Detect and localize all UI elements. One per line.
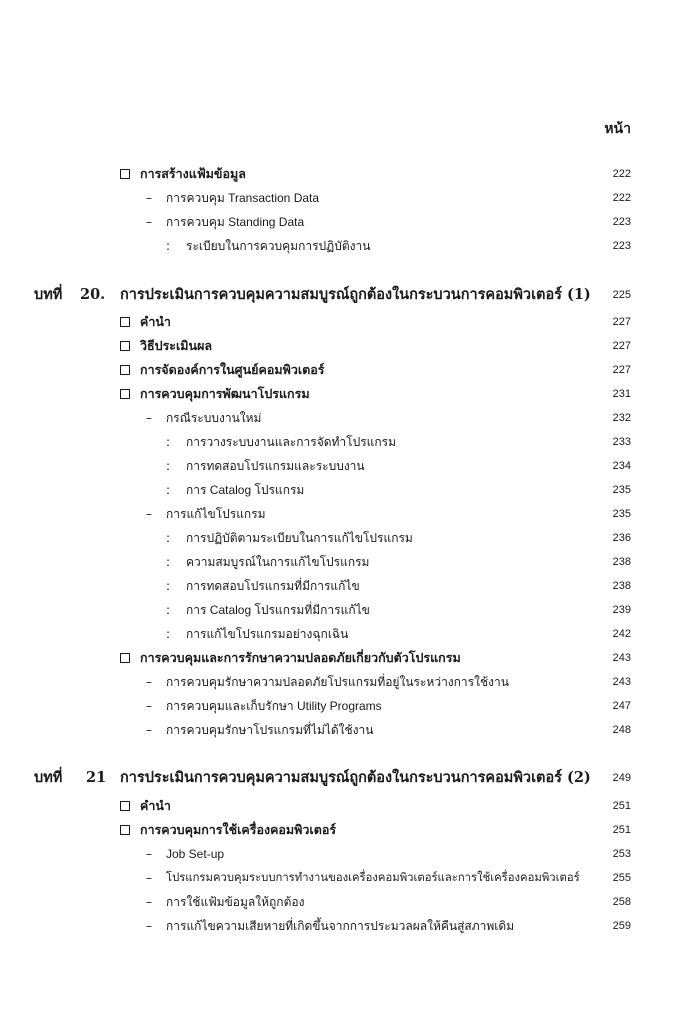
entry-text: การแก้ไขความเสียหายที่เกิดขึ้นจากการประมวลผลให้คืนสู่สภาพเดิม xyxy=(166,919,515,933)
colon-bullet: : xyxy=(166,555,171,569)
dash-bullet: – xyxy=(146,723,152,737)
toc-entry xyxy=(0,575,687,597)
dash-bullet: – xyxy=(146,191,152,205)
chapter-heading xyxy=(0,767,687,789)
toc-entry xyxy=(0,695,687,717)
page-number: 253 xyxy=(612,848,631,860)
page-number: 239 xyxy=(612,604,631,616)
colon-bullet: : xyxy=(166,483,171,497)
entry-text: ระเบียบในการควบคุมการปฏิบัติงาน xyxy=(186,239,371,253)
entry-text: บทที่ xyxy=(34,769,63,786)
page-number: 242 xyxy=(612,628,631,640)
page-number: 238 xyxy=(612,580,631,592)
toc-entry xyxy=(0,479,687,501)
page-number: 222 xyxy=(612,168,631,180)
toc-entry xyxy=(0,431,687,453)
toc-entry xyxy=(0,211,687,233)
colon-bullet: : xyxy=(166,531,171,545)
dash-bullet: – xyxy=(146,847,152,861)
entry-text: การควบคุมการใช้เครื่องคอมพิวเตอร์ xyxy=(140,822,337,837)
page-number: 255 xyxy=(612,872,631,884)
entry-text: การควบคุมและเก็บรักษา Utility Programs xyxy=(166,699,382,713)
entry-text: การควบคุมและการรักษาความปลอดภัยเกี่ยวกับตัวโปรแกรม xyxy=(140,650,461,665)
entry-text: การทดสอบโปรแกรมและระบบงาน xyxy=(186,459,365,473)
entry-text: การปฏิบัติตามระเบียบในการแก้ไขโปรแกรม xyxy=(186,531,413,545)
checkbox-bullet-icon xyxy=(120,389,130,399)
chapter-heading xyxy=(0,284,687,306)
entry-text: ความสมบูรณ์ในการแก้ไขโปรแกรม xyxy=(186,555,370,569)
dash-bullet: – xyxy=(146,699,152,713)
page-number: 238 xyxy=(612,556,631,568)
toc-entry xyxy=(0,719,687,741)
page-number: 223 xyxy=(612,216,631,228)
entry-text: คำนำ xyxy=(140,798,171,813)
entry-text: Job Set-up xyxy=(166,847,225,861)
toc-entry xyxy=(0,819,687,841)
dash-bullet: – xyxy=(146,919,152,933)
entry-text: การประเมินการควบคุมความสมบูรณ์ถูกต้องในกระบวนการคอมพิวเตอร์ (1) xyxy=(120,286,591,303)
entry-text: 21 xyxy=(86,769,107,786)
page-number: 249 xyxy=(612,772,631,784)
entry-text: บทที่ xyxy=(34,286,63,303)
entry-text: การจัดองค์การในศูนย์คอมพิวเตอร์ xyxy=(140,362,325,377)
toc-entry xyxy=(0,795,687,817)
colon-bullet: : xyxy=(166,603,171,617)
entry-text: การควบคุม Standing Data xyxy=(166,215,305,229)
entry-text: การ Catalog โปรแกรม xyxy=(186,483,305,497)
page-number: 243 xyxy=(612,676,631,688)
colon-bullet: : xyxy=(166,239,171,253)
colon-bullet: : xyxy=(166,627,171,641)
toc-entry xyxy=(0,187,687,209)
entry-text: คำนำ xyxy=(140,314,171,329)
toc-entry xyxy=(0,867,687,889)
toc-entry xyxy=(0,551,687,573)
checkbox-bullet-icon xyxy=(120,653,130,663)
toc-entry xyxy=(0,915,687,937)
page-column-header: หน้า xyxy=(604,121,631,137)
toc-entry xyxy=(0,623,687,645)
page-number: 248 xyxy=(612,724,631,736)
page-number: 258 xyxy=(612,896,631,908)
entry-text: การสร้างแฟ้มข้อมูล xyxy=(140,166,246,181)
toc-entry xyxy=(0,407,687,429)
entry-text: การควบคุม Transaction Data xyxy=(166,191,320,205)
page-number: 251 xyxy=(612,824,631,836)
page-number: 227 xyxy=(612,364,631,376)
entry-text: การใช้แฟ้มข้อมูลให้ถูกต้อง xyxy=(166,895,305,909)
toc-entry xyxy=(0,843,687,865)
dash-bullet: – xyxy=(146,675,152,689)
dash-bullet: – xyxy=(146,871,152,885)
checkbox-bullet-icon xyxy=(120,825,130,835)
toc-entry xyxy=(0,359,687,381)
page-number: 234 xyxy=(612,460,631,472)
toc-entry xyxy=(0,311,687,333)
toc-entry xyxy=(0,455,687,477)
entry-text: การวางระบบงานและการจัดทำโปรแกรม xyxy=(186,435,397,449)
page-number: 236 xyxy=(612,532,631,544)
page-number: 251 xyxy=(612,800,631,812)
toc-entry xyxy=(0,383,687,405)
toc-entry xyxy=(0,647,687,669)
entry-text: โปรแกรมควบคุมระบบการทำงานของเครื่องคอมพิวเตอร์และการใช้เครื่องคอมพิวเตอร์ xyxy=(166,872,580,884)
entry-text: การควบคุมรักษาความปลอดภัยโปรแกรมที่อยู่ในระหว่างการใช้งาน xyxy=(166,675,509,689)
page-number: 231 xyxy=(612,388,631,400)
checkbox-bullet-icon xyxy=(120,169,130,179)
entry-text: การ Catalog โปรแกรมที่มีการแก้ไข xyxy=(186,603,370,617)
page-number: 233 xyxy=(612,436,631,448)
entry-text: กรณีระบบงานใหม่ xyxy=(166,411,262,425)
dash-bullet: – xyxy=(146,895,152,909)
dash-bullet: – xyxy=(146,215,152,229)
checkbox-bullet-icon xyxy=(120,317,130,327)
toc-entry xyxy=(0,527,687,549)
colon-bullet: : xyxy=(166,579,171,593)
entry-text: การแก้ไขโปรแกรมอย่างฉุกเฉิน xyxy=(186,627,349,641)
page-number: 225 xyxy=(612,289,631,301)
entry-text: การควบคุมรักษาโปรแกรมที่ไม่ได้ใช้งาน xyxy=(166,723,374,737)
page-number: 259 xyxy=(612,920,631,932)
entry-text: การแก้ไขโปรแกรม xyxy=(166,507,266,521)
page-number: 243 xyxy=(612,652,631,664)
checkbox-bullet-icon xyxy=(120,365,130,375)
toc-entry xyxy=(0,891,687,913)
page-number: 227 xyxy=(612,316,631,328)
page-number: 235 xyxy=(612,508,631,520)
checkbox-bullet-icon xyxy=(120,341,130,351)
page-number: 222 xyxy=(612,192,631,204)
entry-text: การทดสอบโปรแกรมที่มีการแก้ไข xyxy=(186,579,360,593)
toc-entry xyxy=(0,671,687,693)
toc-entry xyxy=(0,503,687,525)
dash-bullet: – xyxy=(146,507,152,521)
toc-entry xyxy=(0,335,687,357)
page-number: 235 xyxy=(612,484,631,496)
page-number: 227 xyxy=(612,340,631,352)
toc-entry xyxy=(0,163,687,185)
checkbox-bullet-icon xyxy=(120,801,130,811)
page-number: 232 xyxy=(612,412,631,424)
dash-bullet: – xyxy=(146,411,152,425)
colon-bullet: : xyxy=(166,435,171,449)
entry-text: วิธีประเมินผล xyxy=(140,338,213,353)
toc-entry xyxy=(0,235,687,257)
page-number: 223 xyxy=(612,240,631,252)
colon-bullet: : xyxy=(166,459,171,473)
entry-text: 20. xyxy=(80,286,106,303)
entry-text: การประเมินการควบคุมความสมบูรณ์ถูกต้องในกระบวนการคอมพิวเตอร์ (2) xyxy=(120,769,591,786)
toc-entry xyxy=(0,599,687,621)
page-number: 247 xyxy=(612,700,631,712)
entry-text: การควบคุมการพัฒนาโปรแกรม xyxy=(140,386,310,401)
